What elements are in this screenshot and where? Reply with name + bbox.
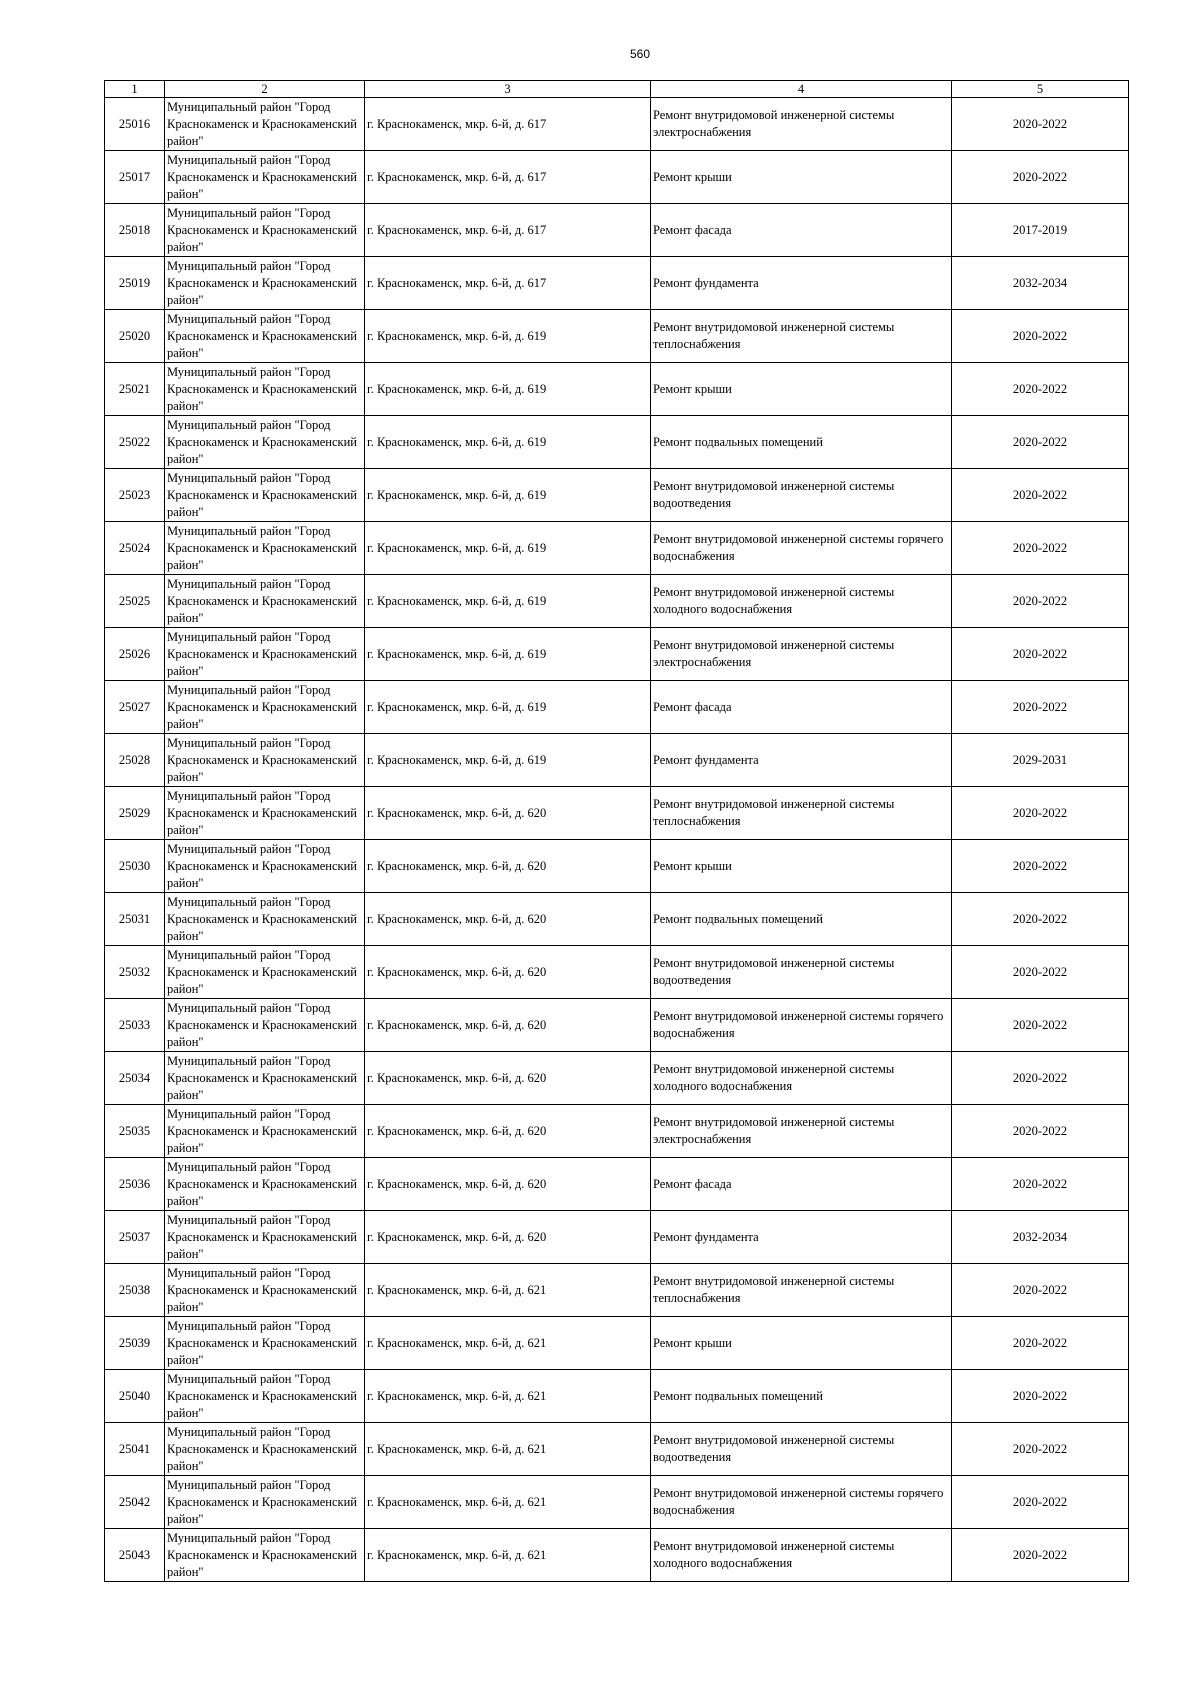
municipality-cell: Муниципальный район "Город Краснокаменск и Краснокаменский район" <box>165 310 365 363</box>
period-cell: 2020-2022 <box>952 1264 1129 1317</box>
table-row <box>105 310 1129 363</box>
period-cell: 2020-2022 <box>952 893 1129 946</box>
table-row <box>105 1264 1129 1317</box>
address-cell: г. Краснокаменск, мкр. 6-й, д. 619 <box>365 363 651 416</box>
address-cell: г. Краснокаменск, мкр. 6-й, д. 620 <box>365 946 651 999</box>
address-cell: г. Краснокаменск, мкр. 6-й, д. 620 <box>365 1158 651 1211</box>
row-number-cell: 25035 <box>105 1105 165 1158</box>
address-cell: г. Краснокаменск, мкр. 6-й, д. 620 <box>365 787 651 840</box>
work-type-cell: Ремонт подвальных помещений <box>651 416 952 469</box>
table-row <box>105 681 1129 734</box>
work-type-cell: Ремонт крыши <box>651 840 952 893</box>
table-row <box>105 840 1129 893</box>
municipality-cell: Муниципальный район "Город Краснокаменск и Краснокаменский район" <box>165 204 365 257</box>
row-number-cell: 25033 <box>105 999 165 1052</box>
table-row <box>105 416 1129 469</box>
address-cell: г. Краснокаменск, мкр. 6-й, д. 620 <box>365 1105 651 1158</box>
row-number-cell: 25016 <box>105 98 165 151</box>
row-number-cell: 25030 <box>105 840 165 893</box>
period-cell: 2020-2022 <box>952 1317 1129 1370</box>
column-header-5: 5 <box>952 81 1129 98</box>
table-row <box>105 1476 1129 1529</box>
period-cell: 2020-2022 <box>952 1105 1129 1158</box>
row-number-cell: 25021 <box>105 363 165 416</box>
row-number-cell: 25022 <box>105 416 165 469</box>
row-number-cell: 25024 <box>105 522 165 575</box>
period-cell: 2020-2022 <box>952 681 1129 734</box>
row-number-cell: 25043 <box>105 1529 165 1582</box>
period-cell: 2020-2022 <box>952 522 1129 575</box>
row-number-cell: 25040 <box>105 1370 165 1423</box>
table-row <box>105 999 1129 1052</box>
table-row <box>105 1529 1129 1582</box>
work-type-cell: Ремонт внутридомовой инженерной системы теплоснабжения <box>651 787 952 840</box>
address-cell: г. Краснокаменск, мкр. 6-й, д. 619 <box>365 575 651 628</box>
address-cell: г. Краснокаменск, мкр. 6-й, д. 619 <box>365 734 651 787</box>
work-type-cell: Ремонт внутридомовой инженерной системы горячего водоснабжения <box>651 1476 952 1529</box>
address-cell: г. Краснокаменск, мкр. 6-й, д. 620 <box>365 1211 651 1264</box>
row-number-cell: 25026 <box>105 628 165 681</box>
work-type-cell: Ремонт крыши <box>651 363 952 416</box>
work-type-cell: Ремонт фасада <box>651 204 952 257</box>
table-row <box>105 1158 1129 1211</box>
row-number-cell: 25020 <box>105 310 165 363</box>
row-number-cell: 25027 <box>105 681 165 734</box>
work-type-cell: Ремонт крыши <box>651 151 952 204</box>
period-cell: 2020-2022 <box>952 363 1129 416</box>
work-type-cell: Ремонт внутридомовой инженерной системы водоотведения <box>651 469 952 522</box>
repair-schedule-table <box>104 80 1129 1582</box>
table-row <box>105 204 1129 257</box>
work-type-cell: Ремонт фундамента <box>651 734 952 787</box>
page-number: 560 <box>629 47 651 61</box>
table-row <box>105 98 1129 151</box>
address-cell: г. Краснокаменск, мкр. 6-й, д. 619 <box>365 469 651 522</box>
municipality-cell: Муниципальный район "Город Краснокаменск и Краснокаменский район" <box>165 1370 365 1423</box>
municipality-cell: Муниципальный район "Город Краснокаменск и Краснокаменский район" <box>165 469 365 522</box>
row-number-cell: 25039 <box>105 1317 165 1370</box>
row-number-cell: 25031 <box>105 893 165 946</box>
municipality-cell: Муниципальный район "Город Краснокаменск и Краснокаменский район" <box>165 893 365 946</box>
table-row <box>105 257 1129 310</box>
work-type-cell: Ремонт крыши <box>651 1317 952 1370</box>
column-header-4: 4 <box>651 81 952 98</box>
work-type-cell: Ремонт фасада <box>651 681 952 734</box>
row-number-cell: 25018 <box>105 204 165 257</box>
municipality-cell: Муниципальный район "Город Краснокаменск и Краснокаменский район" <box>165 151 365 204</box>
column-header-1: 1 <box>105 81 165 98</box>
address-cell: г. Краснокаменск, мкр. 6-й, д. 621 <box>365 1370 651 1423</box>
row-number-cell: 25029 <box>105 787 165 840</box>
address-cell: г. Краснокаменск, мкр. 6-й, д. 619 <box>365 310 651 363</box>
table-row <box>105 1105 1129 1158</box>
table-row <box>105 363 1129 416</box>
municipality-cell: Муниципальный район "Город Краснокаменск и Краснокаменский район" <box>165 946 365 999</box>
period-cell: 2017-2019 <box>952 204 1129 257</box>
table-row <box>105 1211 1129 1264</box>
period-cell: 2020-2022 <box>952 946 1129 999</box>
table-row <box>105 522 1129 575</box>
period-cell: 2020-2022 <box>952 416 1129 469</box>
row-number-cell: 25041 <box>105 1423 165 1476</box>
period-cell: 2020-2022 <box>952 840 1129 893</box>
period-cell: 2020-2022 <box>952 628 1129 681</box>
period-cell: 2020-2022 <box>952 151 1129 204</box>
address-cell: г. Краснокаменск, мкр. 6-й, д. 619 <box>365 522 651 575</box>
address-cell: г. Краснокаменск, мкр. 6-й, д. 620 <box>365 999 651 1052</box>
period-cell: 2020-2022 <box>952 1423 1129 1476</box>
municipality-cell: Муниципальный район "Город Краснокаменск и Краснокаменский район" <box>165 98 365 151</box>
address-cell: г. Краснокаменск, мкр. 6-й, д. 619 <box>365 416 651 469</box>
work-type-cell: Ремонт внутридомовой инженерной системы холодного водоснабжения <box>651 1529 952 1582</box>
row-number-cell: 25019 <box>105 257 165 310</box>
row-number-cell: 25032 <box>105 946 165 999</box>
work-type-cell: Ремонт подвальных помещений <box>651 893 952 946</box>
table-row <box>105 787 1129 840</box>
table-body <box>105 98 1129 1582</box>
work-type-cell: Ремонт фундамента <box>651 1211 952 1264</box>
work-type-cell: Ремонт внутридомовой инженерной системы холодного водоснабжения <box>651 575 952 628</box>
work-type-cell: Ремонт фасада <box>651 1158 952 1211</box>
table-row <box>105 469 1129 522</box>
table-row <box>105 628 1129 681</box>
column-header-3: 3 <box>365 81 651 98</box>
municipality-cell: Муниципальный район "Город Краснокаменск и Краснокаменский район" <box>165 840 365 893</box>
row-number-cell: 25017 <box>105 151 165 204</box>
period-cell: 2020-2022 <box>952 999 1129 1052</box>
work-type-cell: Ремонт внутридомовой инженерной системы горячего водоснабжения <box>651 999 952 1052</box>
header-row <box>105 81 1129 98</box>
municipality-cell: Муниципальный район "Город Краснокаменск и Краснокаменский район" <box>165 257 365 310</box>
period-cell: 2020-2022 <box>952 1529 1129 1582</box>
row-number-cell: 25042 <box>105 1476 165 1529</box>
address-cell: г. Краснокаменск, мкр. 6-й, д. 619 <box>365 681 651 734</box>
period-cell: 2020-2022 <box>952 787 1129 840</box>
municipality-cell: Муниципальный район "Город Краснокаменск и Краснокаменский район" <box>165 628 365 681</box>
address-cell: г. Краснокаменск, мкр. 6-й, д. 621 <box>365 1264 651 1317</box>
address-cell: г. Краснокаменск, мкр. 6-й, д. 617 <box>365 98 651 151</box>
municipality-cell: Муниципальный район "Город Краснокаменск и Краснокаменский район" <box>165 522 365 575</box>
work-type-cell: Ремонт внутридомовой инженерной системы водоотведения <box>651 1423 952 1476</box>
address-cell: г. Краснокаменск, мкр. 6-й, д. 620 <box>365 840 651 893</box>
table-row <box>105 1370 1129 1423</box>
municipality-cell: Муниципальный район "Город Краснокаменск и Краснокаменский район" <box>165 1264 365 1317</box>
table-row <box>105 1052 1129 1105</box>
table-row <box>105 1423 1129 1476</box>
table-row <box>105 946 1129 999</box>
table-row <box>105 734 1129 787</box>
period-cell: 2020-2022 <box>952 1052 1129 1105</box>
row-number-cell: 25037 <box>105 1211 165 1264</box>
row-number-cell: 25025 <box>105 575 165 628</box>
municipality-cell: Муниципальный район "Город Краснокаменск и Краснокаменский район" <box>165 416 365 469</box>
work-type-cell: Ремонт внутридомовой инженерной системы холодного водоснабжения <box>651 1052 952 1105</box>
period-cell: 2032-2034 <box>952 257 1129 310</box>
table-header <box>105 81 1129 98</box>
address-cell: г. Краснокаменск, мкр. 6-й, д. 621 <box>365 1529 651 1582</box>
address-cell: г. Краснокаменск, мкр. 6-й, д. 620 <box>365 1052 651 1105</box>
row-number-cell: 25036 <box>105 1158 165 1211</box>
row-number-cell: 25034 <box>105 1052 165 1105</box>
address-cell: г. Краснокаменск, мкр. 6-й, д. 620 <box>365 893 651 946</box>
period-cell: 2020-2022 <box>952 575 1129 628</box>
column-header-2: 2 <box>165 81 365 98</box>
address-cell: г. Краснокаменск, мкр. 6-й, д. 617 <box>365 204 651 257</box>
period-cell: 2020-2022 <box>952 310 1129 363</box>
work-type-cell: Ремонт внутридомовой инженерной системы электроснабжения <box>651 98 952 151</box>
table-row <box>105 151 1129 204</box>
municipality-cell: Муниципальный район "Город Краснокаменск и Краснокаменский район" <box>165 363 365 416</box>
address-cell: г. Краснокаменск, мкр. 6-й, д. 617 <box>365 151 651 204</box>
work-type-cell: Ремонт внутридомовой инженерной системы горячего водоснабжения <box>651 522 952 575</box>
work-type-cell: Ремонт внутридомовой инженерной системы теплоснабжения <box>651 310 952 363</box>
municipality-cell: Муниципальный район "Город Краснокаменск и Краснокаменский район" <box>165 1423 365 1476</box>
municipality-cell: Муниципальный район "Город Краснокаменск и Краснокаменский район" <box>165 1052 365 1105</box>
period-cell: 2032-2034 <box>952 1211 1129 1264</box>
row-number-cell: 25038 <box>105 1264 165 1317</box>
period-cell: 2020-2022 <box>952 469 1129 522</box>
municipality-cell: Муниципальный район "Город Краснокаменск и Краснокаменский район" <box>165 734 365 787</box>
row-number-cell: 25023 <box>105 469 165 522</box>
table-row <box>105 575 1129 628</box>
period-cell: 2029-2031 <box>952 734 1129 787</box>
address-cell: г. Краснокаменск, мкр. 6-й, д. 621 <box>365 1476 651 1529</box>
municipality-cell: Муниципальный район "Город Краснокаменск и Краснокаменский район" <box>165 681 365 734</box>
municipality-cell: Муниципальный район "Город Краснокаменск и Краснокаменский район" <box>165 575 365 628</box>
municipality-cell: Муниципальный район "Город Краснокаменск и Краснокаменский район" <box>165 1317 365 1370</box>
table-row <box>105 1317 1129 1370</box>
period-cell: 2020-2022 <box>952 1370 1129 1423</box>
municipality-cell: Муниципальный район "Город Краснокаменск и Краснокаменский район" <box>165 1158 365 1211</box>
period-cell: 2020-2022 <box>952 98 1129 151</box>
address-cell: г. Краснокаменск, мкр. 6-й, д. 621 <box>365 1423 651 1476</box>
period-cell: 2020-2022 <box>952 1158 1129 1211</box>
work-type-cell: Ремонт внутридомовой инженерной системы электроснабжения <box>651 1105 952 1158</box>
municipality-cell: Муниципальный район "Город Краснокаменск и Краснокаменский район" <box>165 787 365 840</box>
municipality-cell: Муниципальный район "Город Краснокаменск и Краснокаменский район" <box>165 1476 365 1529</box>
table-row <box>105 893 1129 946</box>
municipality-cell: Муниципальный район "Город Краснокаменск и Краснокаменский район" <box>165 1211 365 1264</box>
municipality-cell: Муниципальный район "Город Краснокаменск и Краснокаменский район" <box>165 999 365 1052</box>
address-cell: г. Краснокаменск, мкр. 6-й, д. 617 <box>365 257 651 310</box>
address-cell: г. Краснокаменск, мкр. 6-й, д. 619 <box>365 628 651 681</box>
work-type-cell: Ремонт фундамента <box>651 257 952 310</box>
period-cell: 2020-2022 <box>952 1476 1129 1529</box>
row-number-cell: 25028 <box>105 734 165 787</box>
work-type-cell: Ремонт внутридомовой инженерной системы электроснабжения <box>651 628 952 681</box>
municipality-cell: Муниципальный район "Город Краснокаменск и Краснокаменский район" <box>165 1105 365 1158</box>
work-type-cell: Ремонт внутридомовой инженерной системы теплоснабжения <box>651 1264 952 1317</box>
work-type-cell: Ремонт внутридомовой инженерной системы водоотведения <box>651 946 952 999</box>
work-type-cell: Ремонт подвальных помещений <box>651 1370 952 1423</box>
municipality-cell: Муниципальный район "Город Краснокаменск и Краснокаменский район" <box>165 1529 365 1582</box>
address-cell: г. Краснокаменск, мкр. 6-й, д. 621 <box>365 1317 651 1370</box>
